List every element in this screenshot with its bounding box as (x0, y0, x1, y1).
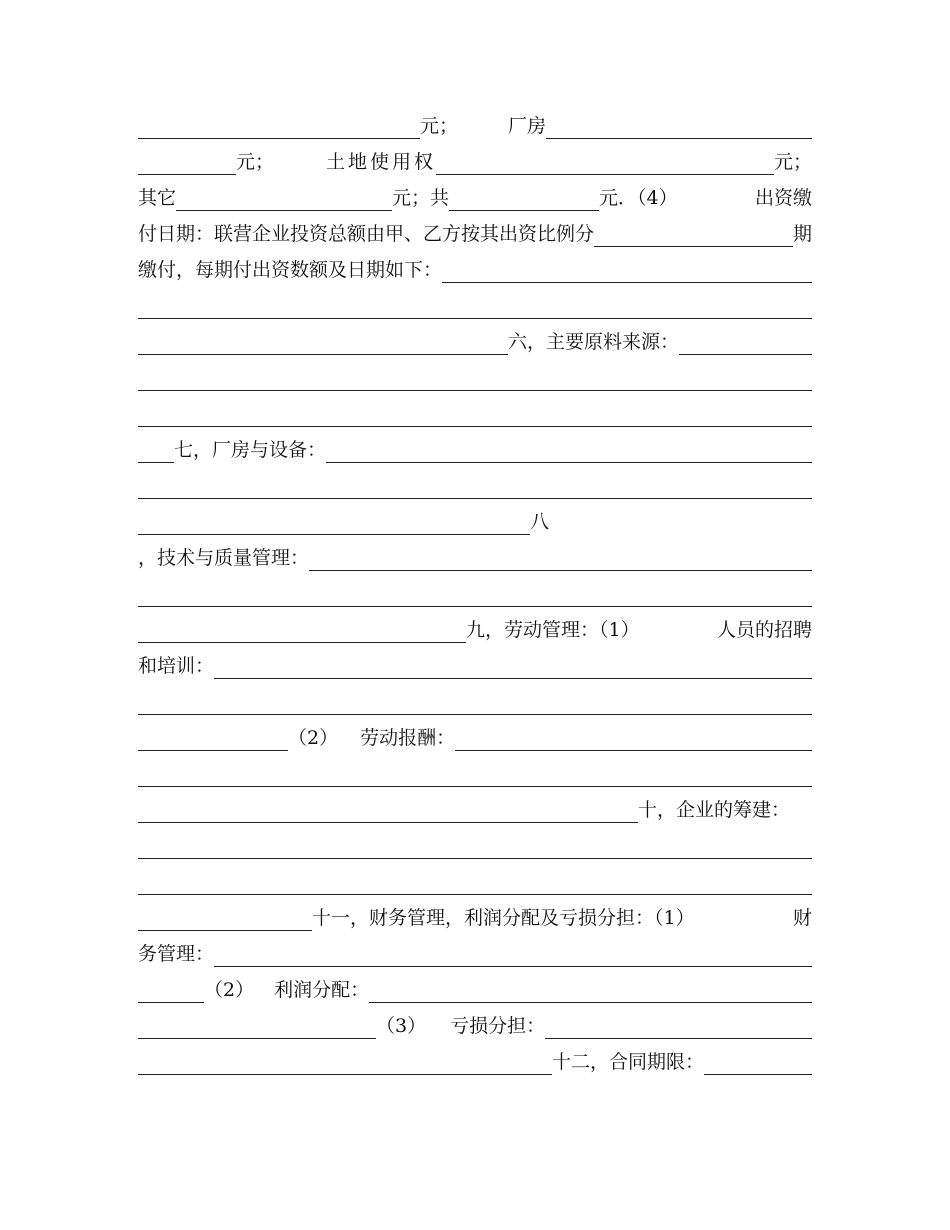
line-text: 元； (236, 151, 275, 173)
line-text: 付日期：联营企业投资总额由甲、乙方按其出资比例分 (138, 223, 595, 245)
text-line (138, 1043, 812, 1079)
text-line (138, 899, 812, 935)
text-line (138, 251, 812, 287)
line-text: 务管理： (138, 943, 215, 965)
blank-line (138, 395, 812, 431)
blank-field[interactable] (138, 695, 812, 715)
section-heading: 十一，财务管理，利润分配及亏损分担：（1） (312, 907, 695, 929)
text-line (138, 935, 812, 971)
section-heading: 十二，合同期限： (552, 1051, 705, 1073)
blank-field[interactable] (309, 551, 812, 571)
blank-field[interactable] (546, 119, 812, 139)
blank-field[interactable] (138, 875, 812, 895)
blank-field[interactable] (138, 767, 812, 787)
blank-line (138, 755, 812, 791)
line-text: 土地使用权 (326, 151, 437, 173)
line-text: （3） (376, 1015, 427, 1037)
blank-field[interactable] (138, 407, 812, 427)
blank-field[interactable] (326, 443, 812, 463)
blank-field[interactable] (214, 947, 812, 967)
blank-field[interactable] (138, 983, 204, 1003)
section-heading: 九，劳动管理：（1） (466, 619, 640, 641)
section-heading: 六，主要原料来源： (508, 331, 680, 353)
blank-field[interactable] (442, 263, 812, 283)
blank-field[interactable] (704, 1055, 812, 1075)
text-line (138, 179, 812, 215)
text-line (138, 1007, 812, 1043)
blank-line (138, 683, 812, 719)
section-heading: 十，企业的筹建： (638, 799, 791, 821)
line-text: 元．（4） (599, 187, 678, 209)
blank-field[interactable] (545, 1019, 812, 1039)
blank-field[interactable] (138, 155, 236, 175)
text-line (138, 143, 812, 179)
line-text: 元； (420, 115, 459, 137)
line-text: 利润分配： (274, 979, 370, 1001)
line-text: 财 (792, 907, 812, 929)
line-text: 厂房 (508, 115, 547, 137)
text-line (138, 503, 812, 539)
blank-line (138, 575, 812, 611)
line-text: 出资缴 (754, 187, 812, 209)
line-text: （2） (288, 727, 339, 749)
blank-field[interactable] (138, 299, 812, 319)
section-heading: 八 (530, 511, 550, 533)
blank-field[interactable] (138, 443, 174, 463)
blank-field[interactable] (214, 659, 812, 679)
line-text: 其它 (138, 187, 177, 209)
blank-field[interactable] (138, 623, 466, 643)
blank-field[interactable] (138, 731, 288, 751)
blank-field[interactable] (449, 191, 599, 211)
blank-field[interactable] (138, 1019, 376, 1039)
line-text: 劳动报酬： (360, 727, 456, 749)
blank-line (138, 467, 812, 503)
blank-field[interactable] (679, 335, 812, 355)
blank-line (138, 863, 812, 899)
blank-field[interactable] (138, 371, 812, 391)
blank-field[interactable] (138, 839, 812, 859)
text-line (138, 611, 812, 647)
line-text: ，技术与质量管理： (138, 547, 310, 569)
blank-field[interactable] (594, 227, 793, 247)
line-text: 元；共 (392, 187, 450, 209)
line-text: 元； (773, 151, 812, 173)
text-line (138, 647, 812, 683)
blank-line (138, 287, 812, 323)
blank-field[interactable] (138, 119, 420, 139)
blank-field[interactable] (138, 587, 812, 607)
blank-field[interactable] (138, 335, 508, 355)
blank-field[interactable] (138, 479, 812, 499)
section-heading: 七，厂房与设备： (174, 439, 327, 461)
line-text: 期 (792, 223, 812, 245)
line-text: 人员的招聘 (716, 619, 812, 641)
blank-line (138, 359, 812, 395)
text-line (138, 431, 812, 467)
blank-line (138, 827, 812, 863)
text-line (138, 323, 812, 359)
blank-field[interactable] (138, 515, 530, 535)
text-line (138, 971, 812, 1007)
text-line (138, 215, 812, 251)
blank-field[interactable] (176, 191, 392, 211)
blank-field[interactable] (369, 983, 812, 1003)
line-text: 和培训： (138, 655, 215, 677)
blank-field[interactable] (436, 155, 774, 175)
blank-field[interactable] (138, 911, 312, 931)
blank-field[interactable] (138, 803, 638, 823)
blank-field[interactable] (455, 731, 812, 751)
text-line (138, 719, 812, 755)
line-text: 亏损分担： (450, 1015, 546, 1037)
line-text: （2） (204, 979, 255, 1001)
blank-field[interactable] (138, 1055, 552, 1075)
line-text: 缴付，每期付出资数额及日期如下： (138, 259, 443, 281)
text-line (138, 791, 812, 827)
text-line (138, 539, 812, 575)
text-line (138, 107, 812, 143)
